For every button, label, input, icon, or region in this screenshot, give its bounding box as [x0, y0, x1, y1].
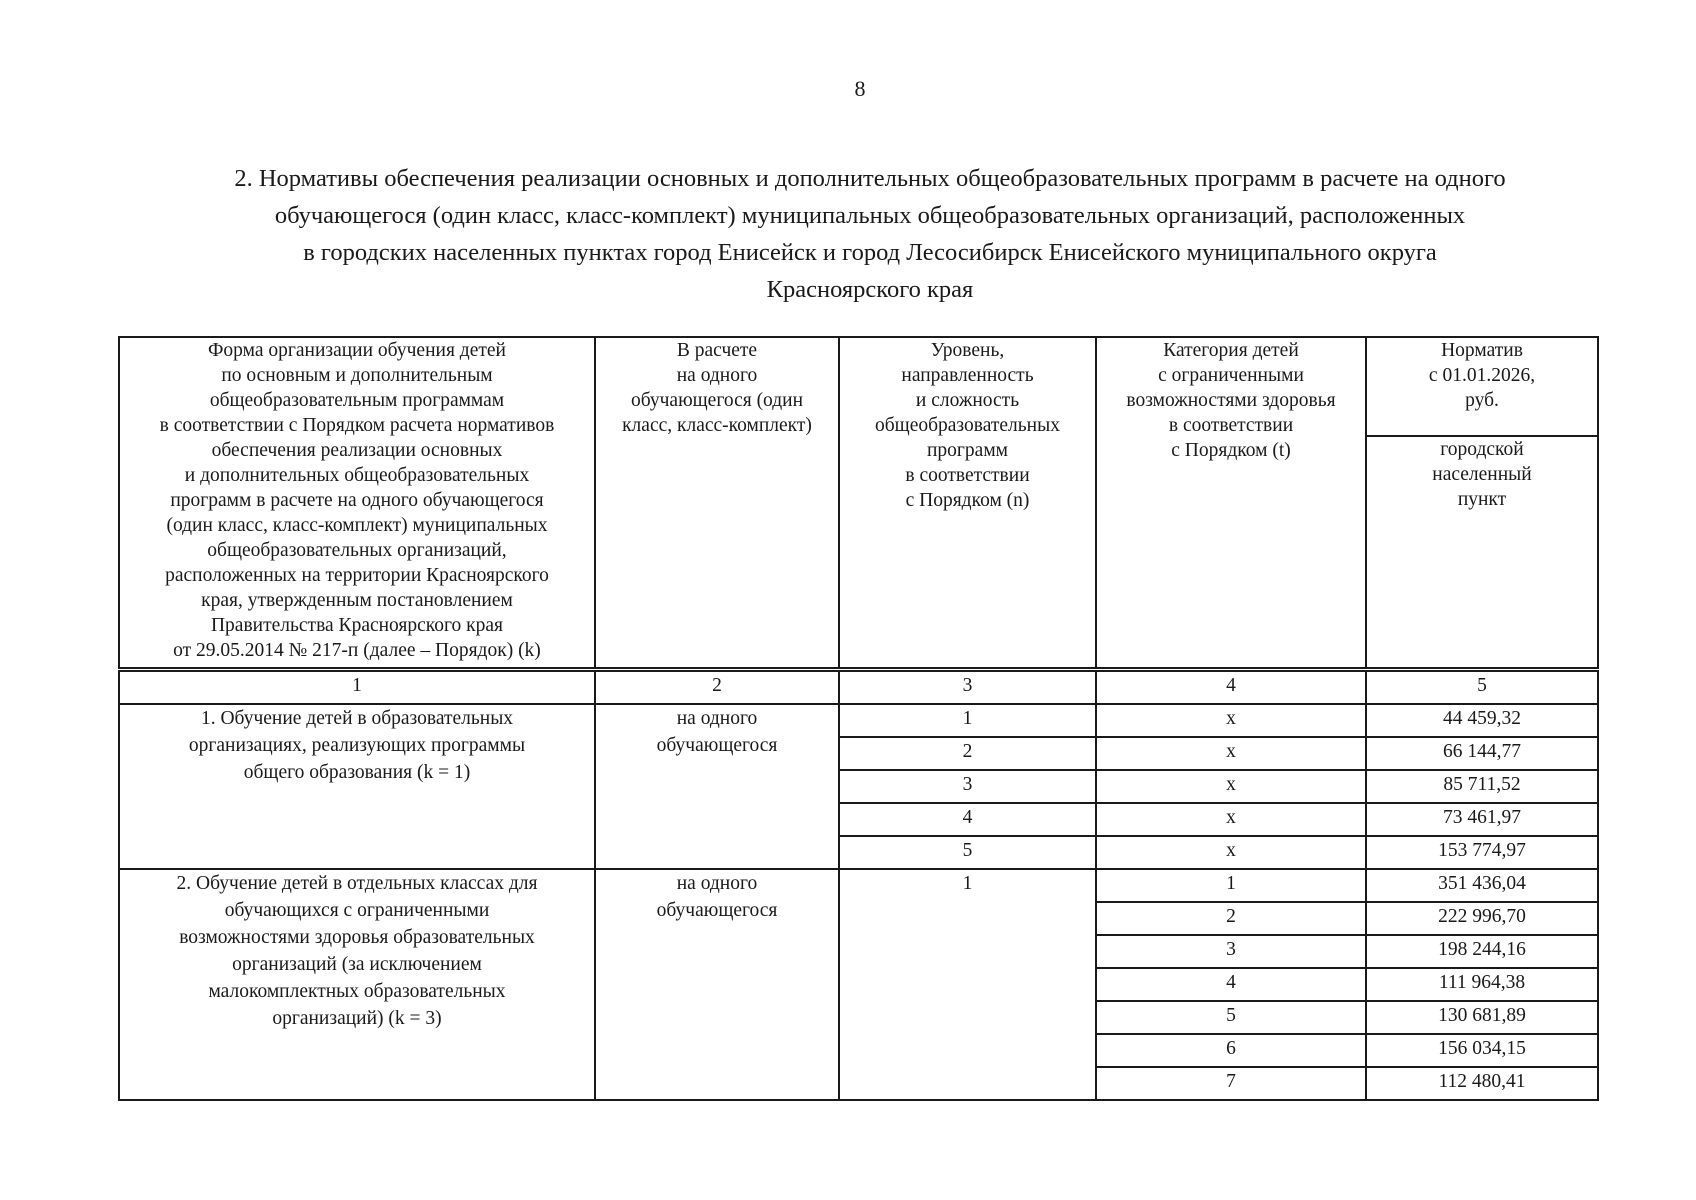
value-cell: 153 774,97 [1366, 836, 1598, 869]
category-cell: 2 [1096, 902, 1366, 935]
header-row [119, 337, 1598, 436]
header-level: Уровень, направленность и сложность общеобразовательных программ в соответствии с Порядком (n) [839, 337, 1096, 670]
category-cell: x [1096, 704, 1366, 737]
level-cell: 1 [839, 704, 1096, 737]
category-cell: 7 [1096, 1067, 1366, 1100]
heading-line: Красноярского края [766, 276, 974, 303]
value-cell: 112 480,41 [1366, 1067, 1598, 1100]
level-cell: 1 [839, 869, 1096, 1100]
value-cell: 44 459,32 [1366, 704, 1598, 737]
level-cell: 5 [839, 836, 1096, 869]
value-cell: 198 244,16 [1366, 935, 1598, 968]
column-number-row [119, 670, 1598, 705]
column-number: 1 [119, 670, 595, 705]
category-cell: 5 [1096, 1001, 1366, 1034]
column-number: 4 [1096, 670, 1366, 705]
value-cell: 66 144,77 [1366, 737, 1598, 770]
level-cell: 4 [839, 803, 1096, 836]
category-cell: 3 [1096, 935, 1366, 968]
table-row [119, 869, 1598, 902]
header-norm: Норматив с 01.01.2026, руб. [1366, 337, 1598, 436]
heading-line: обучающегося (один класс, класс-комплект) муниципальных общеобразовательных организаций, расположенных [274, 202, 1466, 229]
category-cell: x [1096, 803, 1366, 836]
value-cell: 222 996,70 [1366, 902, 1598, 935]
norms-table [118, 336, 1599, 1101]
page-number: 8 [854, 76, 866, 101]
heading-line: в городских населенных пунктах город Енисейск и город Лесосибирск Енисейского муниципального округа [303, 239, 1437, 266]
header-category: Категория детей с ограниченными возможностями здоровья в соответствии с Порядком (t) [1096, 337, 1366, 670]
value-cell: 156 034,15 [1366, 1034, 1598, 1067]
form-cell: 2. Обучение детей в отдельных классах для обучающихся с ограниченными возможностями здоровья образовательных организаций (за исключением малокомплектных образовательных организаций) (k = 3) [119, 869, 595, 1100]
category-cell: x [1096, 836, 1366, 869]
category-cell: x [1096, 737, 1366, 770]
heading-line: 2. Нормативы обеспечения реализации основных и дополнительных общеобразовательных программ в расчете на одного [234, 165, 1506, 192]
header-per: В расчете на одного обучающегося (один класс, класс-комплект) [595, 337, 839, 670]
value-cell: 130 681,89 [1366, 1001, 1598, 1034]
column-number: 2 [595, 670, 839, 705]
value-cell: 73 461,97 [1366, 803, 1598, 836]
category-cell: x [1096, 770, 1366, 803]
category-cell: 1 [1096, 869, 1366, 902]
column-number: 3 [839, 670, 1096, 705]
section-heading [140, 160, 1600, 308]
value-cell: 351 436,04 [1366, 869, 1598, 902]
per-cell: на одного обучающегося [595, 704, 839, 869]
category-cell: 4 [1096, 968, 1366, 1001]
category-cell: 6 [1096, 1034, 1366, 1067]
table-row [119, 704, 1598, 737]
per-cell: на одного обучающегося [595, 869, 839, 1100]
level-cell: 3 [839, 770, 1096, 803]
value-cell: 111 964,38 [1366, 968, 1598, 1001]
header-form: Форма организации обучения детей по основным и дополнительным общеобразовательным программам в соответствии с Порядком расчета нормативов обеспечения реализации основных и дополнительных общеобразовательных программ в расчете на одного обучающегося (один класс, класс-комплект) муниципальных общеобразовательных организаций, расположенных на территории Красноярского края, утвержденным постановлением Правительства Красноярского края от 29.05.2014 № 217-п (далее – Порядок) (k) [119, 337, 595, 670]
form-cell: 1. Обучение детей в образовательных организациях, реализующих программы общего образования (k = 1) [119, 704, 595, 869]
column-number: 5 [1366, 670, 1598, 705]
level-cell: 2 [839, 737, 1096, 770]
value-cell: 85 711,52 [1366, 770, 1598, 803]
header-urban: городской населенный пункт [1366, 436, 1598, 670]
